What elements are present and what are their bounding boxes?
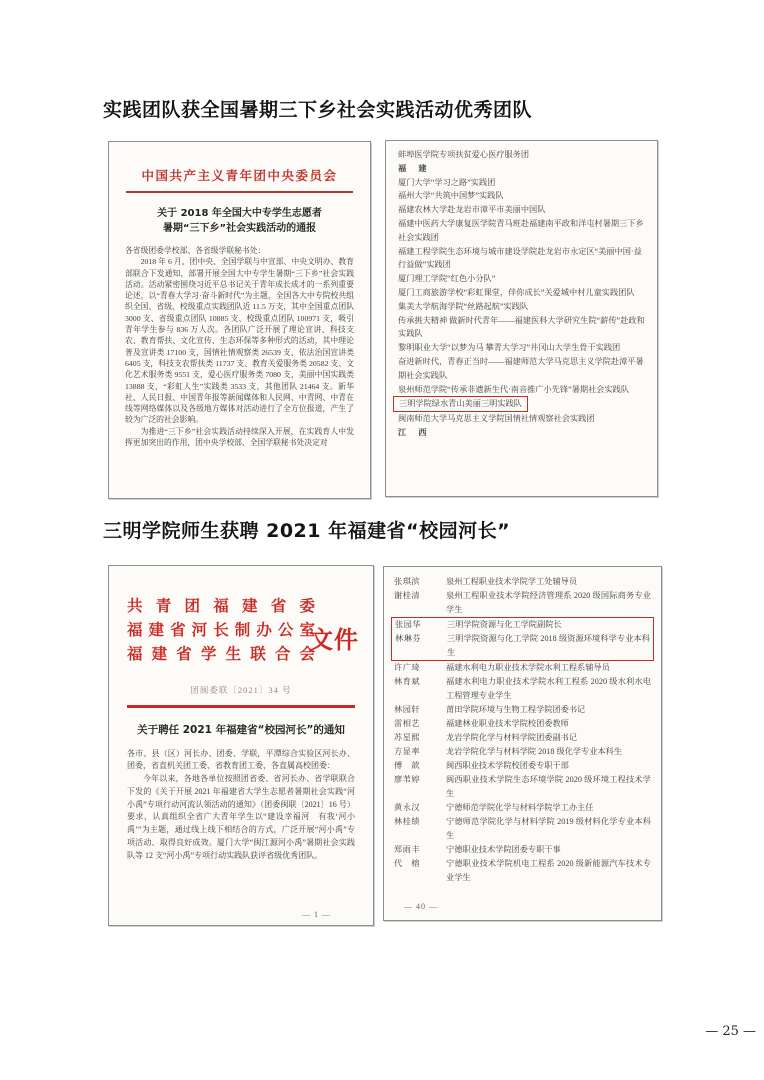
doc2-paragraph: 今年以来，各地各单位按照团省委、省河长办、省学联联合下发的《关于开展 2021 年福建省大学生志愿者暑期社会实践“河小禹”专项行动河流认领活动的通知》（团委闽联〔2021〕16 号）要求，认真组织全省广大青年学生以“建设幸福河 有我‘河小禹’”为主题，通过线上线下相结合的方式，广泛开展“河小禹”专项活动、取得良好成效。厦门大学“闽江源河小禹”暑期社会实践队等 12 支“河小禹”专项行动实践队获评省级优秀团队。 [127,774,355,860]
roster-row [394,703,651,717]
roster-row [394,675,651,703]
roster-name: 林桂绩 [394,817,421,826]
roster-name: 雷相艺 [394,719,421,728]
doc2-file-label: 文件 [309,626,359,654]
section2-heading: 三明学院师生获聘 2021 年福建省“校园河长” [103,520,511,542]
highlight-box [393,396,528,412]
roster-row [394,661,651,675]
roster-description: 宁德职业技术学院机电工程系 2020 级新能源汽车技术专业学生 [446,859,651,882]
roster-name: 傅 歆 [394,761,421,770]
roster-description: 泉州工程职业技术学院学工处辅导员 [446,577,578,586]
roster-name: 郑雨丰 [394,845,421,854]
doc2-number: 团闽委联〔2021〕34 号 [190,685,292,695]
doc2-issuing-orgs [127,594,315,666]
roster-row [395,618,650,632]
roster-name: 许广琦 [394,663,421,672]
roster-name: 林园轩 [394,705,421,714]
roster-description: 福建水利电力职业技术学院水利工程系 2020 级水利水电工程管理专业学生 [446,677,651,700]
doc2-title: 关于聘任 2021 年福建省“校园河长”的通知 [137,723,345,736]
roster-description: 福建林业职业技术学院校团委教师 [446,719,569,728]
team-list-item: 泉州师范学院“传承非遗新生代·南音推广小先锋”暑期社会实践队 [398,384,630,394]
team-list-item: 厦门理工学院“红色小分队” [398,274,496,284]
team-list-item: 福建农林大学赴龙岩市漳平市美丽中国队 [398,205,546,215]
roster-row [394,589,651,617]
roster-description: 福建水利电力职业技术学院水利工程系辅导员 [446,663,610,672]
roster-description: 三明学院资源与化工学院 2018 级资源环境科学专业本科生 [447,634,650,657]
team-list-item: 闽南师范大学马克思主义学院国情社情观察社会实践团 [398,414,595,424]
roster-name: 张琪滨 [394,577,421,586]
roster-row [394,857,651,885]
doc1-paragraph-2: 为推进“三下乡”社会实践活动持续深入开展，在实践育人中发挥更加突出的作用，团中央学校部、全国学联秘书处决定对 [125,426,354,448]
roster-row [394,801,651,815]
roster-description: 宁德师范学院化学与材料学院学工办主任 [446,803,594,812]
page-number: — 25 — [705,1024,756,1039]
roster-description: 闽西职业技术学院生态环境学院 2020 级环境工程技术学生 [446,775,651,798]
roster-description: 龙岩学院化学与材料学院团委副书记 [446,733,578,742]
doc2-org-line1: 共青团福建省委 [127,597,315,615]
roster-description: 莆田学院环境与生物工程学院团委书记 [446,705,586,714]
doc1-title [125,206,354,236]
team-list-item: 集美大学航海学院“丝路起航”实践队 [398,301,529,311]
doc2-org-line3: 福建省学生联合会 [127,645,315,663]
doc1-issuing-org: 中国共产主义青年团中央委员会 [141,168,338,183]
doc1-title-line1: 关于 2018 年全国大中专学生志愿者 [157,208,322,219]
roster-row [395,632,650,660]
roster-name: 苏星熙 [394,733,421,742]
doc1-salutation: 各省级团委学校部、各省级学联秘书处： [125,246,266,255]
scan-team-list [385,140,658,497]
roster-name: 代 榕 [394,859,421,868]
roster-description: 泉州工程职业技术学院经济管理系 2020 级国际商务专业学生 [446,591,651,614]
team-list-item: 福建工程学院生态环境与城市建设学院赴龙岩市永定区“美丽中国·益行益做”实践团 [398,246,642,270]
team-list-item: 厦门大学“学习之路”实践团 [398,177,496,187]
doc2-red-header [127,594,359,668]
scan-provincial-notice [108,565,374,926]
roster-row [394,575,651,589]
roster-description: 闽西职业技术学院校团委专职干部 [446,761,569,770]
roster-name: 张园华 [395,620,422,629]
roster-description: 三明学院资源与化工学院副院长 [447,620,562,629]
scan-riverchief-roster [383,566,662,921]
team-list-item: 蚌埠医学院专项扶贫爱心医疗服务团 [398,150,530,159]
roster-name: 黄永汉 [394,803,421,812]
roster-description: 宁德职业技术学院团委专职干事 [446,845,561,854]
roster-name: 廖苇婷 [394,775,421,784]
highlight-box [391,617,654,661]
team-list-item: 江 西 [398,427,429,437]
team-list-item: 三明学院绿水青山美丽三明实践队 [399,399,522,409]
roster-row [394,717,651,731]
doc1-title-line2: 暑期“三下乡”社会实践活动的通报 [162,223,317,234]
roster-row [394,843,651,857]
roster-page-footer: — 40 — [404,902,438,911]
roster-row [394,759,651,773]
doc2-salutation: 各市、县（区）河长办、团委、学联，平潭综合实验区河长办、团委，省直机关团工委、省教育团工委，各直属高校团委： [127,748,355,771]
doc2-org-line2: 福建省河长制办公室 [127,621,315,639]
roster-name: 谢桂清 [394,591,421,600]
section1-heading: 实践团队获全国暑期三下乡社会实践活动优秀团队 [103,99,533,121]
roster-row [394,773,651,801]
team-list-item: 福 建 [398,163,429,173]
team-list-item: 奋进新时代，青春正当时——福建师范大学马克思主义学院赴漳平暑期社会实践队 [398,356,644,380]
team-list-item: 黎明职业大学“以梦为马 攀青大学习”井冈山大学生骨干实践团 [398,343,621,353]
roster-row [394,731,651,745]
team-list-item: 福建中医药大学康复医学院青马班赴福建南平政和洋屯村暑期三下乡社会实践团 [398,218,644,242]
roster-name: 林育斌 [394,677,421,686]
team-list-item: 传承挑夫精神 做新时代青年——福建医科大学研究生院“薪传”赴政和实践队 [398,315,645,339]
roster-description: 宁德师范学院化学与材料学院 2019 级材料化学专业本科生 [446,817,651,840]
roster-description: 龙岩学院化学与材料学院 2018 级化学专业本科生 [446,747,623,756]
red-rule [126,191,353,193]
roster-row [394,815,651,843]
scan-central-committee-notice [108,141,371,499]
roster-row [394,745,651,759]
team-list-item: 福州大学“共筑中国梦”实践队 [398,191,504,201]
roster-name: 方显率 [394,747,421,756]
doc1-paragraph-1: 2018 年 6 月，团中央、全国学联与中宣部、中央文明办、教育部联合下发通知，部署开展全国大中专学生暑期“三下乡”社会实践活动。活动紧密围绕习近平总书记关于青年成长成才的一系列重要论述，以“青春大学习·奋斗新时代”为主题，全国各大中专院校共组织全国、省级、校级重点实践团队近 11.5 万支，其中全国重点团队 3000 支、省级重点团队 10885 支、校级重点团队 100971 支，吸引青年学生参与 836 万人次。各团队广泛开展了理论宣讲、科技支农、教育帮扶、文化宣传、生态环保等多种形式的活动，其中理论普及宣讲类 17100 支，国情社情观察类 26539 支、依法治国宣讲类 6405 支，科技支农帮扶类 11737 支、教育关爱服务类 20582 支、文化艺术服务类 9551 支，爱心医疗服务类 7080 支，美丽中国实践类 13888 支，“彩虹人生”实践类 3533 支，其他团队 21464 支。新华社、人民日报、中国青年报等新闻媒体和人民网、中青网、中青在线等网络媒体以及各级地方媒体对活动进行了全方位报道，产生了较为广泛的社会影响。 [125,257,354,425]
roster-name: 林琳芬 [395,634,422,643]
red-rule [127,705,355,708]
team-list-item: 厦门工商旅游学校“彩虹课堂，伴你成长”关爱城中村儿童实践团队 [398,287,635,297]
doc2-page-footer: — 1 — [302,910,331,919]
